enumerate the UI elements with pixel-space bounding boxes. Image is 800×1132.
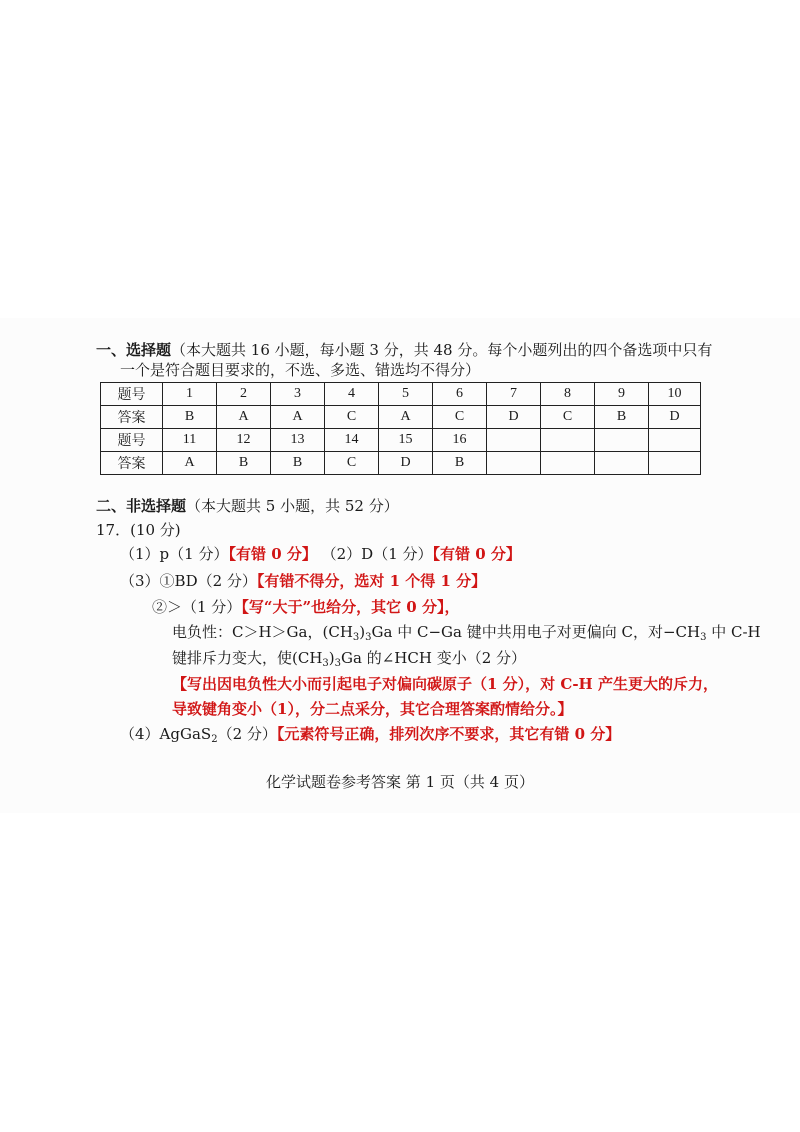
table-row-header: 答案 <box>101 452 163 475</box>
section1-desc-line1: （本大题共 16 小题，每小题 3 分，共 48 分。每个小题列出的四个备选项中只有 <box>171 341 713 359</box>
table-cell <box>541 452 595 475</box>
table-cell <box>595 429 649 452</box>
answer-table <box>100 382 701 475</box>
table-row-header: 题号 <box>101 383 163 406</box>
q17-explanation-line2 <box>172 648 526 674</box>
table-cell: 1 <box>163 383 217 406</box>
table-cell <box>649 429 701 452</box>
q17-part4-sub: 2 <box>211 734 218 745</box>
table-cell <box>487 429 541 452</box>
section1-desc-line2: 一个是符合题目要求的，不选、多选、错选均不得分） <box>120 361 481 379</box>
table-cell: 7 <box>487 383 541 406</box>
table-cell: A <box>271 406 325 429</box>
table-cell: 4 <box>325 383 379 406</box>
q17-part2: （2）D（1 分） <box>321 545 433 563</box>
section2-heading: 二、非选择题 <box>96 497 187 515</box>
exp1-sub1: 3 <box>352 632 360 643</box>
q17-part3: （3）①BD（2 分） <box>120 572 257 590</box>
table-cell: B <box>595 406 649 429</box>
q17-grading-note-line2: 导致键角变小（1），分二点采分，其它合理答案酌情给分。】 <box>172 700 573 718</box>
table-cell <box>541 429 595 452</box>
q17-part3b-note: 【写“大于”也给分，其它 0 分】， <box>241 598 460 616</box>
table-cell: B <box>271 452 325 475</box>
table-cell: B <box>433 452 487 475</box>
table-cell: D <box>487 406 541 429</box>
q17-part4: （4）AgGaS <box>120 725 212 743</box>
table-row <box>101 383 701 406</box>
table-cell: D <box>379 452 433 475</box>
table-cell: 16 <box>433 429 487 452</box>
q17-part4-note: 【元素符号正确，排列次序不要求，其它有错 0 分】 <box>276 725 621 743</box>
exp1-text-a: 电负性：C＞H＞Ga，(CH <box>172 623 353 641</box>
q17-explanation-line1 <box>172 622 761 648</box>
page-footer: 化学试题卷参考答案 第 1 页（共 4 页） <box>266 773 534 791</box>
table-cell: 12 <box>217 429 271 452</box>
table-cell: 5 <box>379 383 433 406</box>
table-row-header: 答案 <box>101 406 163 429</box>
exp1-text-c: Ga 中 C−Ga 键中共用电子对更偏向 C，对−CH <box>371 623 701 641</box>
q17-part4-points: （2 分） <box>217 725 277 743</box>
table-cell: 10 <box>649 383 701 406</box>
table-cell: 3 <box>271 383 325 406</box>
exp1-sub2: 3 <box>365 632 372 643</box>
q17-part3-note: 【有错不得分，选对 1 个得 1 分】 <box>256 572 487 590</box>
exp2-text-b: ) <box>328 649 335 667</box>
exp1-sub3: 3 <box>700 632 707 643</box>
table-row <box>101 406 701 429</box>
exp2-text-a: 键排斥力变大，使(CH <box>172 649 323 667</box>
table-cell: B <box>163 406 217 429</box>
table-cell: 14 <box>325 429 379 452</box>
exp2-text-c: Ga 的∠HCH 变小（2 分） <box>341 649 527 667</box>
exp1-text-b: ) <box>359 623 366 641</box>
table-cell <box>595 452 649 475</box>
table-cell: D <box>649 406 701 429</box>
section2-heading-line <box>96 496 399 516</box>
q17-title: 17．(10 分) <box>96 521 181 539</box>
table-row <box>101 429 701 452</box>
table-cell <box>649 452 701 475</box>
q17-part2-note: 【有错 0 分】 <box>432 545 521 563</box>
table-cell: 15 <box>379 429 433 452</box>
section1-heading-line <box>96 340 712 360</box>
table-cell: C <box>325 452 379 475</box>
table-cell: 13 <box>271 429 325 452</box>
section2-desc: （本大题共 5 小题，共 52 分） <box>186 497 399 515</box>
exp1-text-d: 中 C-H <box>706 623 761 641</box>
q17-part3-line <box>120 571 486 591</box>
table-cell: C <box>433 406 487 429</box>
table-cell: 2 <box>217 383 271 406</box>
table-cell <box>487 452 541 475</box>
table-cell: B <box>217 452 271 475</box>
table-cell: A <box>379 406 433 429</box>
table-row-header: 题号 <box>101 429 163 452</box>
exp2-sub1: 3 <box>322 658 329 669</box>
table-cell: C <box>325 406 379 429</box>
q17-part3b-line <box>152 597 459 617</box>
table-cell: A <box>163 452 217 475</box>
table-cell: 9 <box>595 383 649 406</box>
table-cell: C <box>541 406 595 429</box>
exp2-sub2: 3 <box>334 658 342 669</box>
q17-part4-line <box>120 724 620 750</box>
section1-heading: 一、选择题 <box>96 341 172 359</box>
q17-part3b: ②＞（1 分） <box>152 598 242 616</box>
table-row <box>101 452 701 475</box>
table-cell: A <box>217 406 271 429</box>
table-cell: 11 <box>163 429 217 452</box>
q17-part1-line <box>120 544 521 564</box>
q17-part1: （1）p（1 分） <box>120 545 229 563</box>
table-cell: 8 <box>541 383 595 406</box>
table-cell: 6 <box>433 383 487 406</box>
q17-part1-note: 【有错 0 分】 <box>228 545 317 563</box>
q17-grading-note-line1: 【写出因电负性大小而引起电子对偏向碳原子（1 分），对 C-H 产生更大的斥力， <box>172 675 718 693</box>
